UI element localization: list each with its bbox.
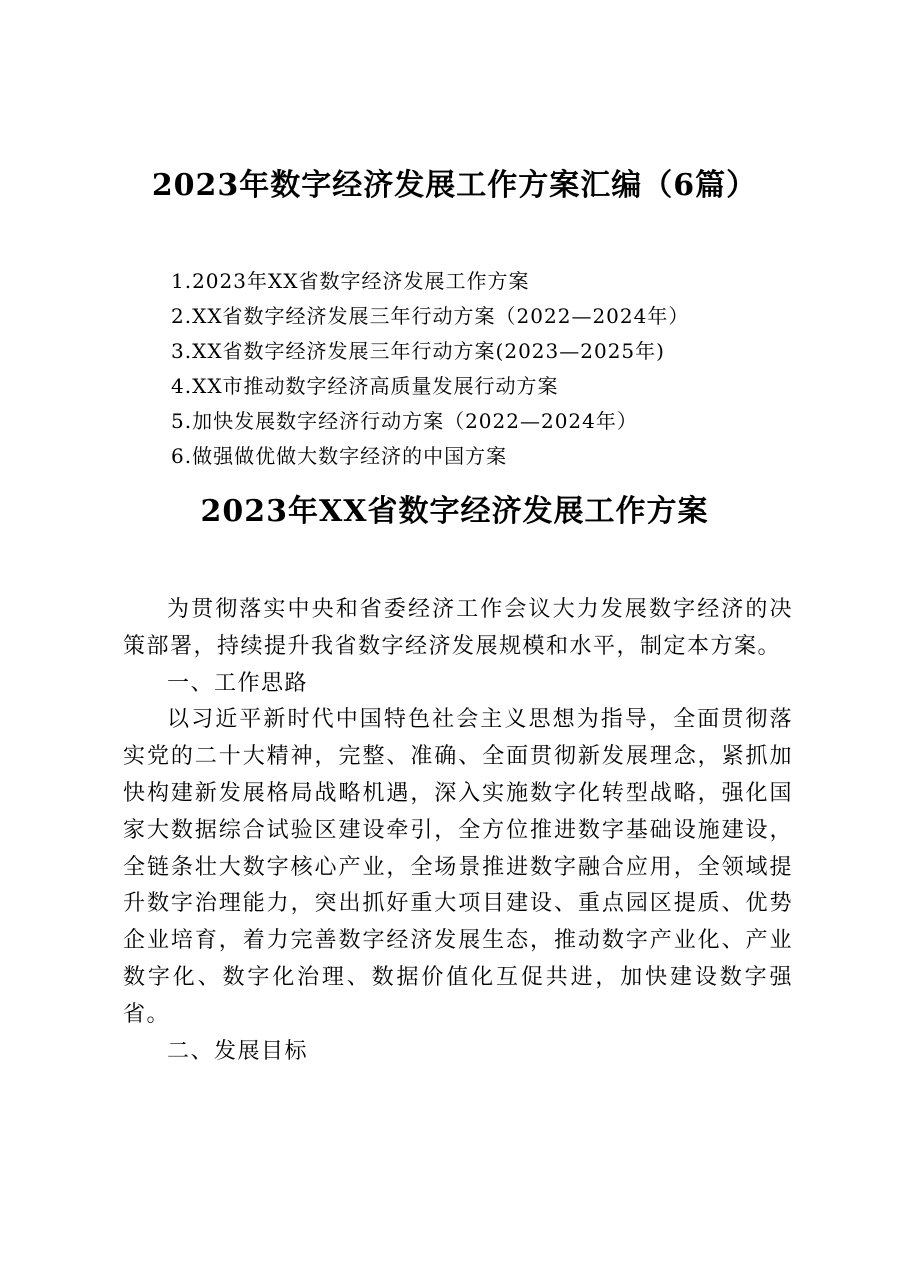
body-text xyxy=(123,592,793,1070)
main-title: 2023年数字经济发展工作方案汇编（6篇） xyxy=(151,168,758,203)
section-title: 2023年XX省数字经济发展工作方案 xyxy=(200,494,709,529)
toc-item: 5.加快发展数字经济行动方案（2022—2024年） xyxy=(171,409,638,433)
toc-item: 2.XX省数字经济发展三年行动方案（2022—2024年） xyxy=(171,304,690,328)
toc-item: 3.XX省数字经济发展三年行动方案(2023—2025年) xyxy=(171,339,665,363)
section-heading-work-approach: 一、工作思路 xyxy=(167,670,309,696)
table-of-contents xyxy=(171,264,689,474)
toc-item: 4.XX市推动数字经济高质量发展行动方案 xyxy=(171,374,559,398)
work-approach-paragraph: 以习近平新时代中国特色社会主义思想为指导，全面贯彻落实党的二十大精神，完整、准确、全面贯彻新发展理念，紧抓加快构建新发展格局战略机遇，深入实施数字化转型战略，强化国家大数据综合试验区建设牵引，全方位推进数字基础设施建设，全链条壮大数字核心产业，全场景推进数字融合应用，全领域提升数字治理能力，突出抓好重大项目建设、重点园区提质、优势企业培育，着力完善数字经济发展生态，推动数字产业化、产业数字化、数字化治理、数据价值化互促共进，加快建设数字强省。 xyxy=(123,707,793,1027)
toc-item: 1.2023年XX省数字经济发展工作方案 xyxy=(171,269,530,293)
toc-item: 6.做强做优做大数字经济的中国方案 xyxy=(171,444,508,468)
section-heading-goals: 二、发展目标 xyxy=(167,1038,309,1064)
intro-paragraph: 为贯彻落实中央和省委经济工作会议大力发展数字经济的决策部署，持续提升我省数字经济发展规模和水平，制定本方案。 xyxy=(123,597,793,659)
